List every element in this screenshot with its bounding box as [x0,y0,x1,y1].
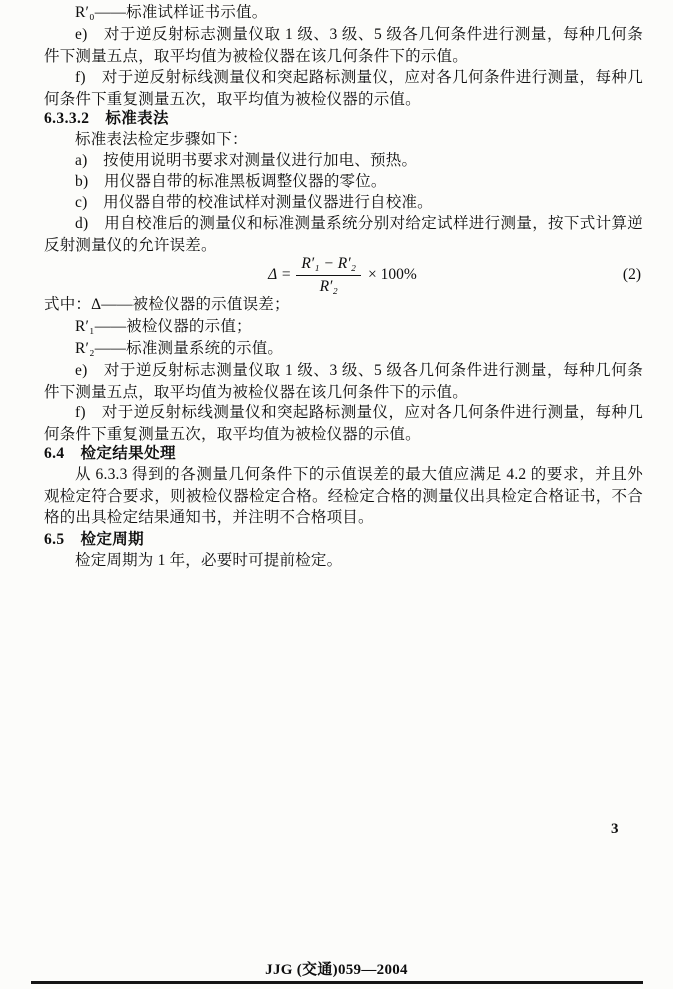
list-item-e-repeat: e) 对于逆反射标志测量仪取 1 级、3 级、5 级各几何条件进行测量，每种几何条件下测量五点，取平均值为被检仪器在该几何条件下的示值。 [44,362,643,401]
footer-rule [31,981,643,984]
section-heading-64: 6.4 检定结果处理 [44,445,176,462]
equation-2 [44,251,643,299]
list-item-f-repeat: f) 对于逆反射标线测量仪和突起路标测量仪，应对各几何条件进行测量，每种几何条件下重复测量五次，取平均值为被检仪器的示值。 [44,404,643,443]
step-a: a) 按使用说明书要求对测量仪进行加电、预热。 [75,152,418,169]
section-heading-6332: 6.3.3.2 标准表法 [44,110,169,127]
where-delta: 式中：Δ——被检仪器的示值误差； [44,296,290,313]
footer-document-code: JJG (交通)059—2004 [265,962,408,978]
equation-fraction [296,254,361,297]
definition-r0: R′₀——标准试样证书示值。 [75,4,268,21]
steps-intro: 标准表法检定步骤如下： [75,131,248,148]
verification-cycle-paragraph: 检定周期为 1 年，必要时可提前检定。 [75,552,343,569]
result-handling-paragraph: 从 6.3.3 得到的各测量几何条件下的示值误差的最大值应满足 4.2 的要求，并且外观检定符合要求，则被检仪器检定合格。经检定合格的测量仪出具检定合格证书，不合格的出具检定结果通知书，并注明不合格项目。 [44,466,643,526]
fraction-numerator: R′₁ − R′₂ [296,254,361,276]
equation-body [268,254,419,297]
step-c: c) 用仪器自带的校准试样对测量仪器进行自校准。 [75,194,433,211]
equation-number: (2) [622,266,641,283]
equation-rhs: × 100% [368,266,417,283]
section-heading-65: 6.5 检定周期 [44,531,145,548]
page-number: 3 [611,821,619,837]
equation-lhs: Δ = [268,266,292,283]
step-b: b) 用仪器自带的标准黑板调整仪器的零位。 [75,173,387,190]
where-r1: R′₁——被检仪器的示值； [75,318,252,335]
step-d: d) 用自校准后的测量仪和标准测量系统分别对给定试样进行测量，按下式计算逆反射测量仪的允许误差。 [44,215,643,254]
where-r2: R′₂——标准测量系统的示值。 [75,340,284,357]
list-item-e: e) 对于逆反射标志测量仪取 1 级、3 级、5 级各几何条件进行测量，每种几何条件下测量五点，取平均值为被检仪器在该几何条件下的示值。 [44,26,643,65]
fraction-denominator: R′₂ [319,277,338,295]
list-item-f: f) 对于逆反射标线测量仪和突起路标测量仪，应对各几何条件进行测量，每种几何条件下重复测量五次，取平均值为被检仪器的示值。 [44,69,643,108]
